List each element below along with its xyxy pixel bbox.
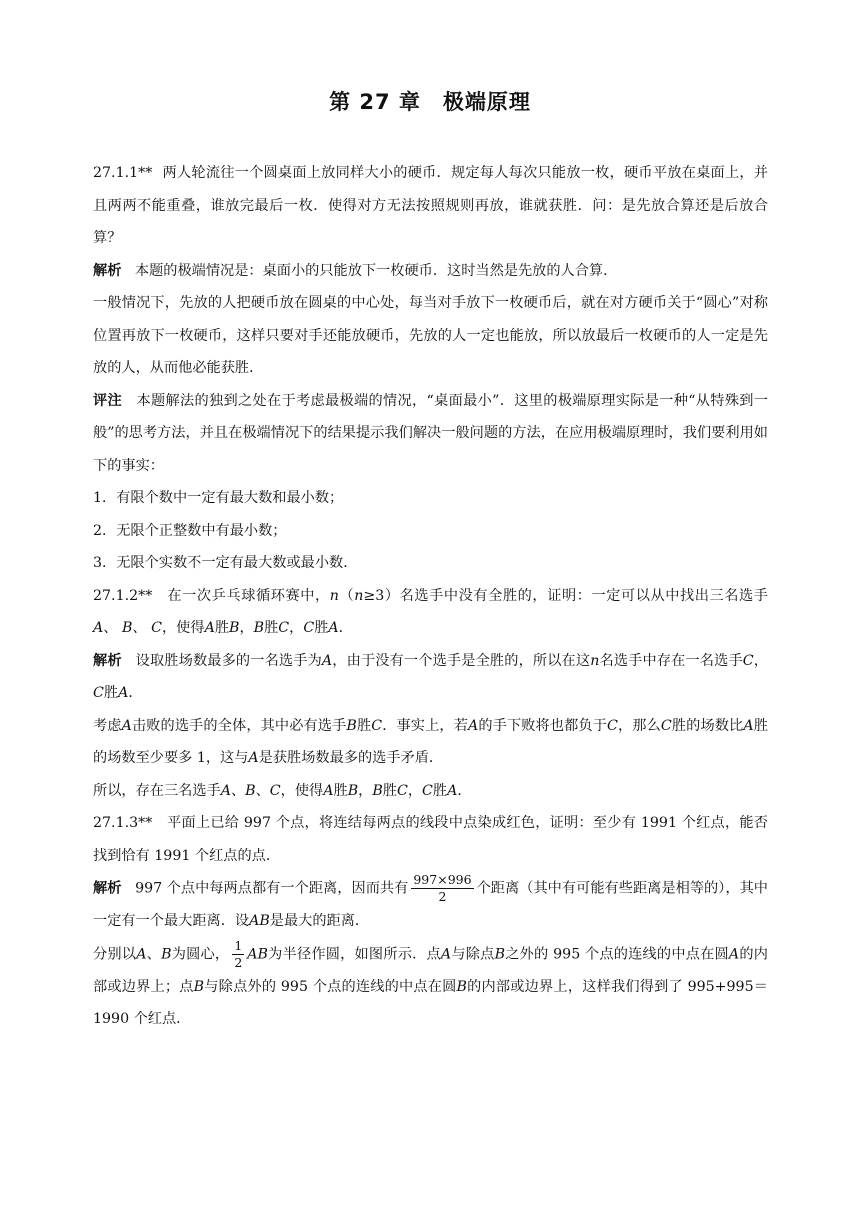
problem-number: 27.1.1** [93, 165, 153, 181]
comment-text: 本题解法的独到之处在于考虑最极端的情况，“桌面最小”．这里的极端原理实际是一种“从特殊到一般”的思考方法，并且在极端情况下的结果提示我们解决一般问题的方法，在应用极端原理时，我们要利用如下的事实： [93, 392, 768, 474]
list-item: 1．有限个数中一定有最大数和最小数； [93, 490, 344, 506]
solution-label: 解析 [93, 880, 122, 897]
problem-text: 平面上已给 997 个点，将连结每两点的线段中点染成红色，证明：至少有 1991 个红点，能否找到恰有 1991 个红点的点． [93, 815, 768, 864]
problem-27-1-1 [93, 157, 768, 255]
solution-text: 本题的极端情况是：桌面小的只能放下一枚硬币．这时当然是先放的人合算． [134, 262, 618, 279]
solution-label: 解析 [93, 652, 122, 669]
comment-label: 评注 [93, 392, 123, 409]
problem-27-1-2: 27.1.2** 在一次乒乓球循环赛中，n（n≥3）名选手中没有全胜的，证明：一定可以从中找出三名选手 A、 B、 C，使得A胜B，B胜C，C胜A． [93, 587, 768, 636]
problem-number: 27.1.2** [93, 587, 153, 604]
comment-1 [93, 385, 768, 483]
chapter-title: 第 27 章 极端原理 [329, 90, 531, 114]
solution-3-line-2: 分别以A、B为圆心， $\frac{1}{2}$ AB为半径作圆，如图所示．点A与除点B之外的 995 个点的连线的中点在圆A的内部或边界上；点B与除点外的 995 个点的连线的中点在圆B的内部或边界上，这样我们得到了 995+995＝1990 个红点． [93, 937, 768, 1027]
problem-27-1-3 [93, 807, 768, 872]
fraction: $\frac{997\times 996}{2}$ [413, 872, 472, 904]
solution-1-line-1 [93, 255, 768, 288]
list-item: 2．无限个正整数中有最小数； [93, 522, 287, 539]
solution-2-line-3: 所以，存在三名选手A、B、C，使得A胜B，B胜C，C胜A． [93, 782, 472, 799]
problem-text: 两人轮流往一个圆桌面上放同样大小的硬币．规定每人每次只能放一枚，硬币平放在桌面上，并且两两不能重叠，谁放完最后一枚．使得对方无法按照规则再放，谁就获胜．问：是先放合算还是后放合算？ [93, 165, 768, 246]
list-item: 3．无限个实数不一定有最大数或最小数． [93, 555, 358, 571]
solution-2-line-2: 考虑A击败的选手的全体，其中必有选手B胜C．事实上，若A的手下败将也都负于C，那么C胜的场数比A胜的场数至少要多 1，这与A是获胜场数最多的选手矛盾． [93, 717, 768, 766]
problem-number: 27.1.3** [93, 815, 153, 831]
solution-label: 解析 [93, 262, 122, 279]
solution-1-line-2: 一般情况下，先放的人把硬币放在圆桌的中心处，每当对手放下一枚硬币后，就在对方硬币关于“圆心”对称位置再放下一枚硬币，这样只要对手还能放硬币，先放的人一定也能放，所以放最后一枚硬币的人一定是先放的人，从而他必能获胜． [93, 295, 768, 376]
fraction: $\frac{1}{2}$ [234, 937, 243, 970]
solution-2-line-1: 解析 设取胜场数最多的一名选手为A，由于没有一个选手是全胜的，所以在这n名选手中存在一名选手C，C胜A． [93, 652, 768, 701]
content [93, 157, 768, 1036]
solution-3-line-1: 解析 997 个点中每两点都有一个距离，因而共有 $\frac{997\times 996}{2}$ 个距离（其中有可能有些距离是相等的），其中一定有一个最大距离．设AB是最大的距离． [93, 872, 768, 929]
